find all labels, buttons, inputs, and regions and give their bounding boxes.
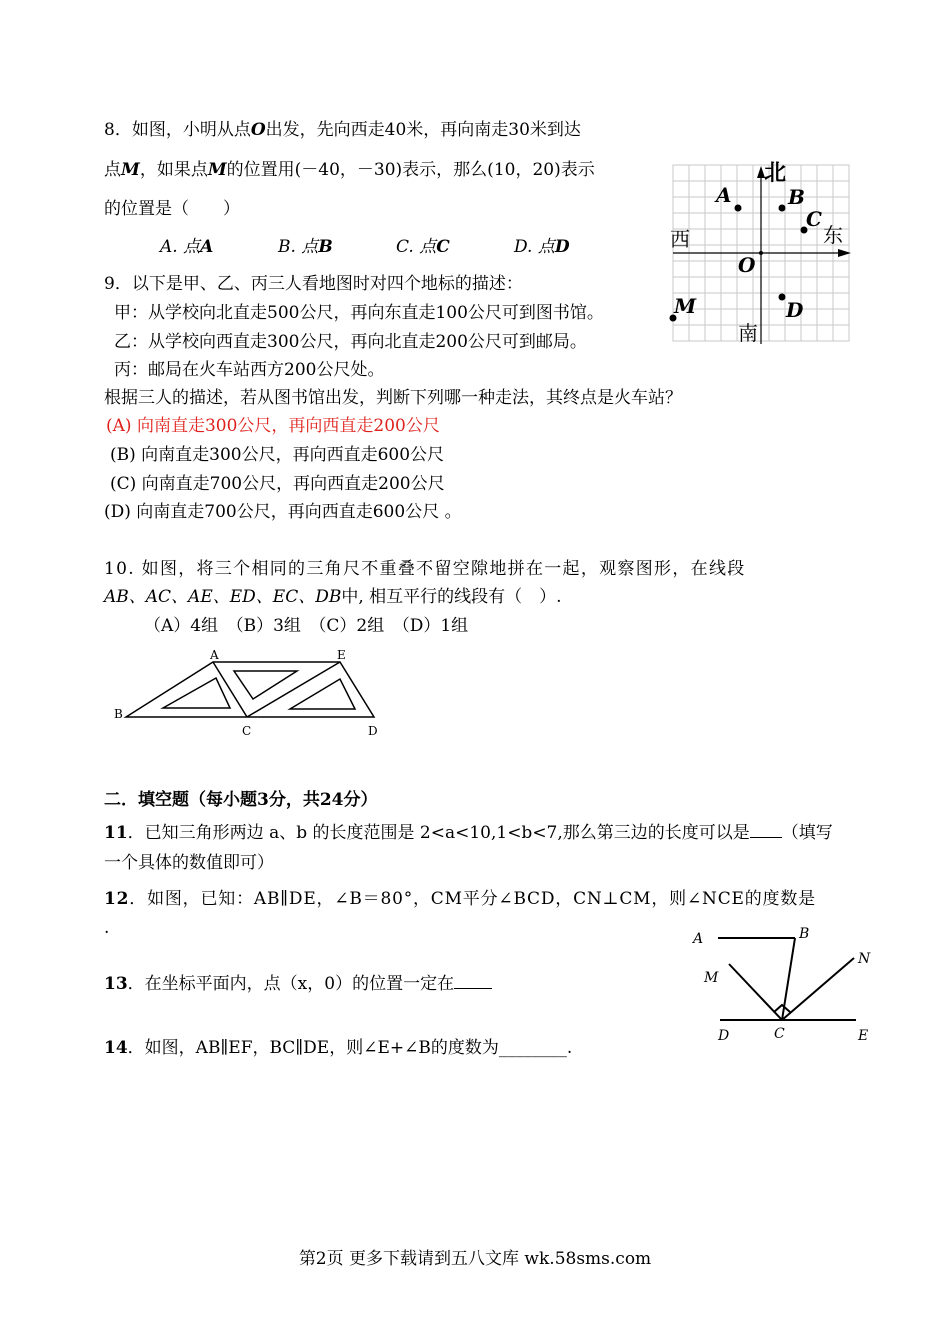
- q10-line2: AB、AC、AE、ED、EC、DB中, 相互平行的线段有（ ）.: [104, 587, 562, 607]
- inner-triangle-middle: [234, 671, 297, 699]
- label-E: E: [858, 1028, 869, 1044]
- q8-grid-figure: [668, 158, 854, 348]
- point-D-label: D: [786, 298, 804, 322]
- segment-CN: [782, 958, 854, 1020]
- q8-options: [160, 237, 570, 257]
- label-N: N: [858, 951, 871, 967]
- q9-option-c: (C) 向南直走700公尺，再向西直走200公尺: [110, 474, 445, 494]
- label-A: A: [210, 648, 219, 662]
- point-O-label: O: [250, 120, 266, 140]
- q9-option-b: (B) 向南直走300公尺，再向西直走600公尺: [110, 445, 445, 465]
- section-2-heading: 二．填空题（每小题3分，共24分）: [104, 790, 378, 810]
- point-M-label: M: [674, 294, 697, 318]
- q10-triangles-figure: [110, 645, 390, 745]
- label-C: C: [774, 1026, 785, 1042]
- point-D: [779, 294, 786, 301]
- q11-line2: 一个具体的数值即可）: [104, 853, 274, 873]
- q12-line1: 12．如图，已知：AB∥DE，∠B＝80°，CM平分∠BCD，CN⊥CM，则∠NCE的度数是: [104, 889, 816, 909]
- south-label: 南: [738, 321, 758, 345]
- q9-bing: 丙：邮局在火车站西方200公尺处。: [114, 360, 385, 380]
- point-B-label: B: [788, 185, 805, 209]
- q11-line1: 11．已知三角形两边 a、b 的长度范围是 2<a<10,1<b<7,那么第三边的长度可以是 （填写: [104, 823, 833, 843]
- point-A-label: A: [716, 183, 732, 207]
- inner-triangle-right: [290, 679, 355, 709]
- q8-option-c: C. 点C: [396, 237, 450, 257]
- page-footer: 第2页 更多下载请到五八文库 wk.58sms.com: [298, 1249, 652, 1269]
- q13-line: 13．在坐标平面内，点（x，0）的位置一定在: [104, 974, 492, 994]
- q9-question: 根据三人的描述，若从图书馆出发，判断下列哪一种走法，其终点是火车站？: [104, 388, 682, 408]
- label-E: E: [337, 648, 346, 662]
- point-O: [759, 251, 763, 255]
- q9-option-d: (D) 向南直走700公尺，再向西直走600公尺 。: [104, 502, 462, 522]
- label-D: D: [368, 724, 378, 738]
- q11-blank: [750, 837, 782, 838]
- q10-options: （A）4组 （B）3组 （C）2组 （D）1组: [144, 616, 469, 636]
- q10-line1: 10. 如图，将三个相同的三角尺不重叠不留空隙地拼在一起，观察图形，在线段: [104, 559, 746, 579]
- q9-jia: 甲：从学校向北直走500公尺，再向东直走100公尺可到图书馆。: [114, 303, 604, 323]
- point-O-grid-label: O: [738, 253, 756, 277]
- q8-option-a: A. 点A: [160, 237, 214, 257]
- west-label: 西: [670, 227, 690, 251]
- q13-blank: [454, 988, 492, 989]
- label-M: M: [704, 970, 719, 986]
- q8-line2: 点M，如果点M的位置用(－40，－30)表示，那么(10，20)表示: [104, 160, 595, 180]
- q8-line1: 8．如图，小明从点O出发，先向西走40米，再向南走30米到达: [104, 120, 581, 140]
- label-C: C: [242, 724, 252, 738]
- point-B: [779, 205, 786, 212]
- point-A: [735, 205, 742, 212]
- north-label: 北: [764, 160, 787, 186]
- right-angle-mark: [774, 1005, 790, 1012]
- label-B: B: [114, 707, 123, 721]
- label-B: B: [799, 926, 810, 942]
- q14-blank: ________: [498, 1038, 567, 1058]
- point-C-label: C: [806, 207, 822, 231]
- label-D: D: [718, 1028, 730, 1044]
- q9-option-a: (A) 向南直走300公尺，再向西直走200公尺: [106, 416, 440, 436]
- q12-figure: [688, 918, 884, 1050]
- inner-triangle-left: [163, 678, 230, 708]
- q8-line3: 的位置是（ ）: [104, 199, 240, 219]
- q14-line: 14．如图，AB∥EF，BC∥DE，则∠E+∠B的度数为________.: [104, 1038, 573, 1058]
- q9-intro: 9．以下是甲、乙、丙三人看地图时对四个地标的描述：: [104, 274, 523, 294]
- q12-line2: .: [104, 918, 110, 938]
- q9-yi: 乙：从学校向西直走300公尺，再向北直走200公尺可到邮局。: [114, 332, 587, 352]
- q8-option-d: D. 点D: [514, 237, 570, 257]
- east-label: 东: [823, 223, 843, 247]
- q8-option-b: B. 点B: [278, 237, 333, 257]
- label-A: A: [693, 931, 704, 947]
